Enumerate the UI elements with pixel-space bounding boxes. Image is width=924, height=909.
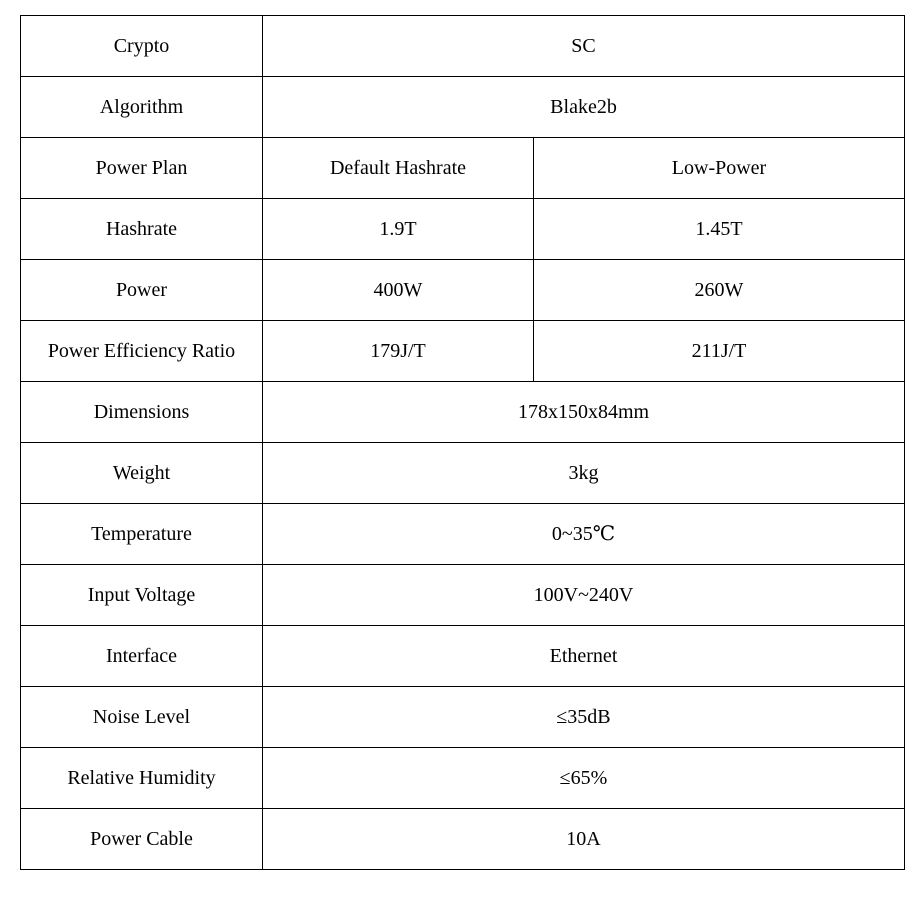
value-efficiency-low: 211J/T [534, 321, 905, 382]
row-input-voltage [21, 565, 905, 626]
label-interface: Interface [21, 626, 263, 687]
value-hashrate-low: 1.45T [534, 199, 905, 260]
label-noise-level: Noise Level [21, 687, 263, 748]
value-hashrate-default: 1.9T [263, 199, 534, 260]
row-dimensions [21, 382, 905, 443]
value-dimensions: 178x150x84mm [263, 382, 905, 443]
label-algorithm: Algorithm [21, 77, 263, 138]
value-power-cable: 10A [263, 809, 905, 870]
value-weight: 3kg [263, 443, 905, 504]
row-hashrate [21, 199, 905, 260]
value-power-plan-default: Default Hashrate [263, 138, 534, 199]
label-power-cable: Power Cable [21, 809, 263, 870]
row-temperature [21, 504, 905, 565]
row-crypto [21, 16, 905, 77]
row-noise-level [21, 687, 905, 748]
value-efficiency-default: 179J/T [263, 321, 534, 382]
value-temperature: 0~35℃ [263, 504, 905, 565]
value-power-plan-low: Low-Power [534, 138, 905, 199]
label-dimensions: Dimensions [21, 382, 263, 443]
row-power-plan [21, 138, 905, 199]
row-power [21, 260, 905, 321]
row-weight [21, 443, 905, 504]
label-crypto: Crypto [21, 16, 263, 77]
row-efficiency [21, 321, 905, 382]
value-power-default: 400W [263, 260, 534, 321]
value-power-low: 260W [534, 260, 905, 321]
label-hashrate: Hashrate [21, 199, 263, 260]
row-algorithm [21, 77, 905, 138]
label-input-voltage: Input Voltage [21, 565, 263, 626]
value-input-voltage: 100V~240V [263, 565, 905, 626]
label-relative-humidity: Relative Humidity [21, 748, 263, 809]
row-interface [21, 626, 905, 687]
value-relative-humidity: ≤65% [263, 748, 905, 809]
label-temperature: Temperature [21, 504, 263, 565]
value-interface: Ethernet [263, 626, 905, 687]
value-crypto: SC [263, 16, 905, 77]
row-power-cable [21, 809, 905, 870]
value-noise-level: ≤35dB [263, 687, 905, 748]
label-weight: Weight [21, 443, 263, 504]
spec-table [20, 15, 905, 870]
value-algorithm: Blake2b [263, 77, 905, 138]
label-power-plan: Power Plan [21, 138, 263, 199]
row-relative-humidity [21, 748, 905, 809]
label-power: Power [21, 260, 263, 321]
label-efficiency: Power Efficiency Ratio [21, 321, 263, 382]
